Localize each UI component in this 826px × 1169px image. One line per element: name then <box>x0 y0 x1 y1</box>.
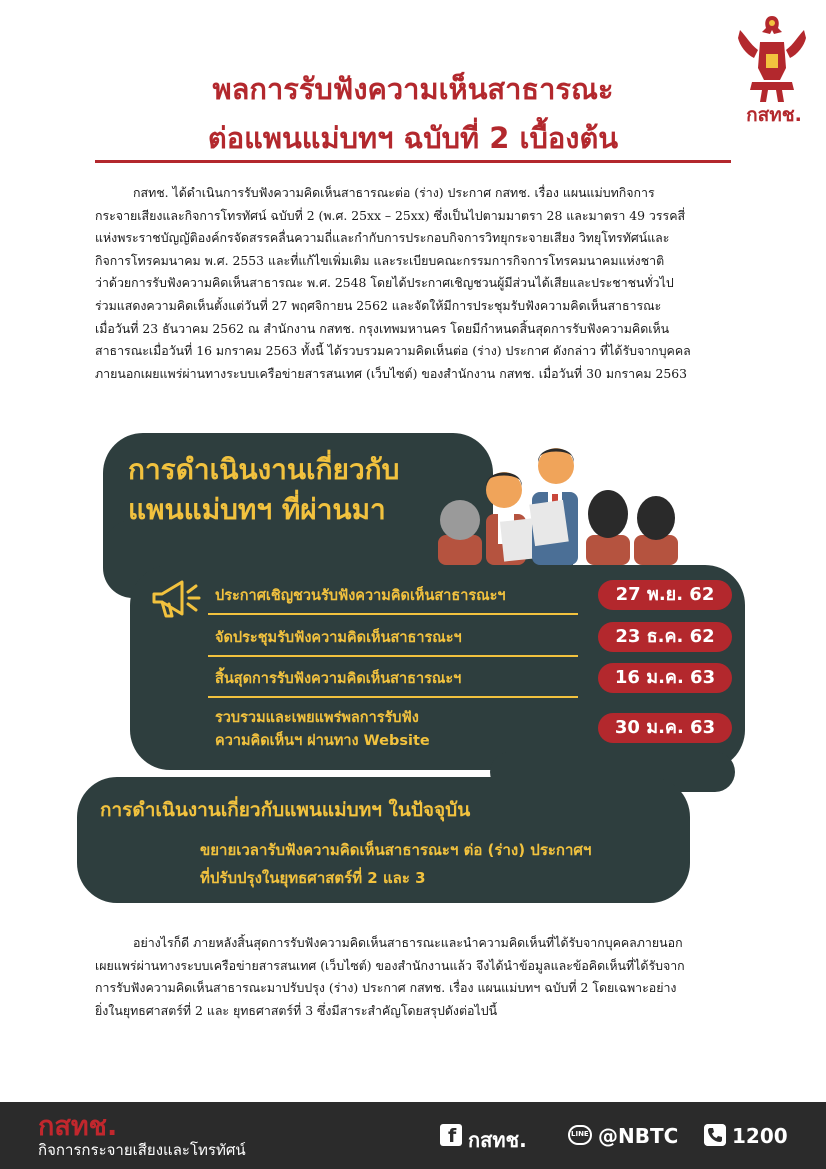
facebook-icon[interactable]: f <box>440 1124 462 1146</box>
current-section-line: ขยายเวลารับฟังความคิดเห็นสาธารณะฯ ต่อ (ร่าง) ประกาศฯ <box>200 841 592 859</box>
closing-line: อย่างไรก็ดี ภายหลังสิ้นสุดการรับฟังความคิดเห็นสาธารณะและนำความคิดเห็นที่ได้รับจากบุคคลภายนอก <box>133 935 683 950</box>
timeline-item-label: ความคิดเห็นฯ ผ่านทาง Website <box>215 733 430 749</box>
timeline-divider <box>208 655 578 657</box>
intro-line: ว่าด้วยการรับฟังความคิดเห็นสาธารณะ พ.ศ. 2548 โดยได้ประกาศเชิญชวนผู้มีส่วนได้เสียและประชาชนทั่วไป <box>95 275 674 291</box>
past-section-title-2: แพนแม่บทฯ ที่ผ่านมา <box>128 493 386 526</box>
timeline-date-badge: 27 พ.ย. 62 <box>598 580 732 610</box>
past-section-title-1: การดำเนินงานเกี่ยวกับ <box>128 453 400 486</box>
closing-line: การรับฟังความคิดเห็นสาธารณะมาปรับปรุง (ร่าง) ประกาศ กสทช. เรื่อง แผนแม่บทฯ ฉบับที่ 2 โดยเฉพาะอย่าง <box>95 980 677 996</box>
intro-line: เมื่อวันที่ 23 ธันวาคม 2562 ณ สำนักงาน กสทช. กรุงเทพมหานคร โดยมีกำหนดสิ้นสุดการรับฟังความคิดเห็น <box>95 320 670 336</box>
closing-paragraph <box>95 932 731 1022</box>
timeline-divider <box>208 696 578 698</box>
megaphone-icon <box>148 572 206 624</box>
intro-line: กสทช. ได้ดำเนินการรับฟังความคิดเห็นสาธารณะต่อ (ร่าง) ประกาศ กสทช. เรื่อง แผนแม่บทกิจการ <box>133 185 655 200</box>
line-handle[interactable]: @NBTC <box>598 1124 679 1148</box>
footer-subtitle: กิจการกระจายเสียงและโทรทัศน์ <box>38 1141 246 1159</box>
timeline-divider <box>208 613 578 615</box>
title-line-1: พลการรับฟังความเห็นสาธารณะ <box>212 72 614 106</box>
intro-line: สาธารณะเมื่อวันที่ 16 มกราคม 2563 ทั้งนี้ ได้รวบรวมความคิดเห็นต่อ (ร่าง) ประกาศ ดังกล่าว ที่ได้รับจากบุคคล <box>95 343 691 359</box>
people-group-icon <box>436 440 681 565</box>
title-divider <box>95 160 731 163</box>
phone-icon[interactable] <box>704 1124 726 1146</box>
timeline-item-label: สิ้นสุดการรับฟังความคิดเห็นสาธารณะฯ <box>215 671 462 687</box>
intro-line: ร่วมแสดงความคิดเห็นตั้งแต่วันที่ 27 พฤศจิกายน 2562 และจัดให้มีการประชุมรับฟังความคิดเห็นสาธารณะ <box>95 297 662 313</box>
facebook-handle[interactable]: กสทช. <box>468 1128 527 1152</box>
closing-line: เผยแพร่ผ่านทางระบบเครือข่ายสารสนเทศ (เว็บไซต์) ของสำนักงานแล้ว จึงได้นำข้อมูลและข้อคิดเห็นที่ได้รับจาก <box>95 957 685 973</box>
closing-line: ยิ่งในยุทธศาสตร์ที่ 2 และ ยุทธศาสตร์ที่ 3 ซึ่งมีสาระสำคัญโดยสรุปดังต่อไปนี้ <box>95 1002 498 1018</box>
line-icon[interactable]: LINE <box>568 1125 592 1145</box>
timeline-date-badge: 30 ม.ค. 63 <box>598 713 732 743</box>
footer-brand: กสทช. <box>38 1111 118 1142</box>
timeline-item-label: จัดประชุมรับฟังความคิดเห็นสาธารณะฯ <box>215 630 462 646</box>
title-line-2: ต่อแพนแม่บทฯ ฉบับที่ 2 เบื้องต้น <box>207 121 619 155</box>
current-section-title: การดำเนินงานเกี่ยวกับแพนแม่บทฯ ในปัจจุบัน <box>100 799 471 821</box>
intro-paragraph <box>95 182 731 385</box>
intro-line: กิจการโทรคมนาคม พ.ศ. 2553 และที่แก้ไขเพิ่มเติม และระเบียบคณะกรรมการกิจการโทรคมนาคมแห่งชาติ <box>95 252 665 268</box>
timeline-date-badge: 16 ม.ค. 63 <box>598 663 732 693</box>
timeline-item-label: ประกาศเชิญชวนรับฟังความคิดเห็นสาธารณะฯ <box>215 588 506 604</box>
phone-number[interactable]: 1200 <box>732 1124 788 1148</box>
timeline-date-badge: 23 ธ.ค. 62 <box>598 622 732 652</box>
intro-line: แห่งพระราชบัญญัติองค์กรจัดสรรคลื่นความถี่และกำกับการประกอบกิจการวิทยุกระจายเสียง วิทยุโทรทัศน์และ <box>95 230 670 246</box>
intro-line: ภายนอกเผยแพร่ผ่านทางระบบเครือข่ายสารสนเทศ (เว็บไซต์) ของสำนักงาน กสทช. เมื่อวันที่ 30 มกราคม 2563 <box>95 365 688 381</box>
current-section-line: ที่ปรับปรุงในยุทธศาสตร์ที่ 2 และ 3 <box>200 869 426 887</box>
timeline-item-label: รวบรวมและเพยแพร่พลการรับฟัง <box>215 710 419 726</box>
intro-line: กระจายเสียงและกิจการโทรทัศน์ ฉบับที่ 2 (พ.ศ. 25xx – 25xx) ซึ่งเป็นไปตามมาตรา 28 และมาตรา 49 วรรคสี่ <box>95 207 686 223</box>
logo-text: กสทช. <box>746 104 802 126</box>
